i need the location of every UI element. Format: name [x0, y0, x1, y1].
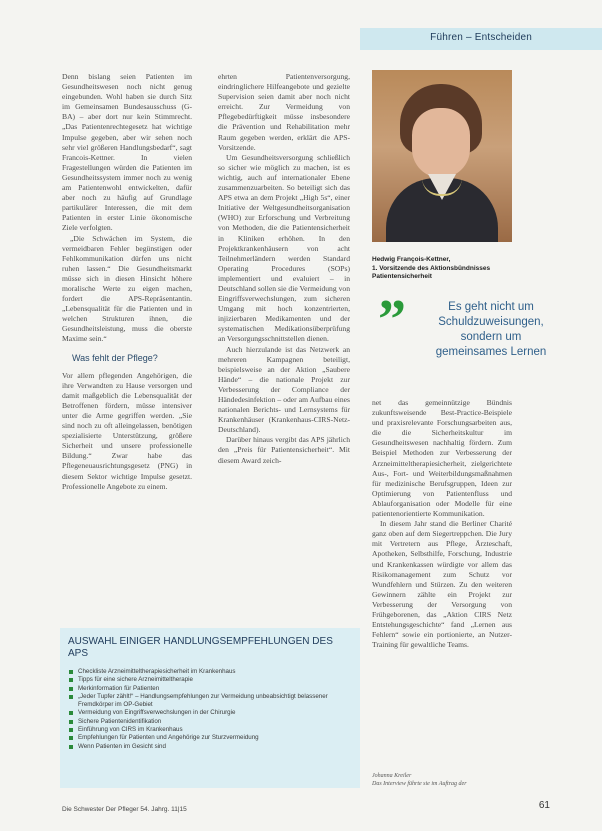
list-item: Checkliste Arzneimitteltherapiesicherheit im Krankenhaus	[68, 668, 353, 676]
box-title: AUSWAHL EINIGER HANDLUNGSEMPFEHLUNGEN DES APS	[68, 636, 333, 659]
list-item: Tipps für eine sichere Arzneimitteltherapie	[68, 676, 353, 684]
quote-mark-icon: ”	[378, 289, 406, 351]
caption-name: Hedwig François-Kettner,	[372, 256, 451, 263]
list-item: Sichere Patientenidentifikation	[68, 718, 353, 726]
paragraph: Denn bislang seien Patienten im Gesundheitswesen noch nicht genug eingebunden. Wohl haben sie durch Sitz im Gemeinsamen Bundesausschuss (G-BA) – aber dort nur kein Stimmrecht. „Das Patientenrechtegesetz hat wichtige Impulse gegeben, aber wir sehen noch sehr viel größeren Handlungsbedarf“, sagt Francois-Kettner. In vielen Fragestellungen würden die Patienten im Gesundheitssystem immer noch zu wenig am Patientenwohl entwickelten, dafür aber noch zu häufig auf Grundlage partikulärer Interessen, die mit dem Patienten in erster Linie ökonomische Ziele verfolgten.	[62, 72, 192, 233]
portrait-face	[412, 108, 470, 178]
paragraph: Vor allem pflegenden Angehörigen, die ihre Verwandten zu Hause versorgen und damit maßgeblich die Lebensqualität der Betroffenen fördern, müsse intensiver unter die Arme gegriffen werden. „Sie sind noch zu oft alleingelassen, benötigen spezialisierte Unterstützung, größere Sicherheit und unsere professionelle Bildung.“ Zwar habe das Pflegeneuausrichtungsgesetz (PNG) in diesem Sektor wichtige Impulse gesetzt. Professionelle Angebote zu einem.	[62, 370, 192, 491]
list-item: Vermeidung von Eingriffsverwechslungen in der Chirurgie	[68, 709, 353, 717]
list-item: Merkinformation für Patienten	[68, 685, 353, 693]
column-2	[218, 72, 350, 466]
list-item: Wenn Patienten im Gesicht sind	[68, 743, 353, 751]
paragraph: Darüber hinaus vergibt das APS jährlich den „Preis für Patientensicherheit“. Mit diesem Award zeich-	[218, 435, 350, 465]
recommendations-list	[68, 668, 353, 751]
author-signature	[372, 772, 512, 788]
list-item: Einführung von CIRS im Krankenhaus	[68, 726, 353, 734]
paragraph: Um Gesundheitsversorgung schließlich so sicher wie möglich zu machen, ist es wichtig, auch auf internationaler Ebene zusammenzuarbeiten. So beteiligt sich das APS etwa an dem Projekt „High 5s“, einer Initiative der Weltgesundheitsorganisation (WHO) zur Erforschung und Verbreitung von Methoden, die die Patientensicherheit in Kliniken erhöhen. In den Projektkrankenhäusern von acht Teilnehmerländern werden Standard Operating Procedures (SOPs) implementiert und evaluiert – in Deutschland sollen sie die Vermeidung von Eingriffsverwechslungen, zum sicheren Umgang mit hoch konzentrierten, injizierbaren Medikamenten und der systematischen Medikationsüberprüfung an Versorgungsschnittstellen dienen.	[218, 152, 350, 344]
column-3	[372, 398, 512, 650]
caption-role: 1. Vorsitzende des Aktionsbündnisses Patientensicherheit	[372, 264, 491, 280]
footer-text: Die Schwester Der Pfleger 54. Jahrg. 11|15	[62, 806, 187, 813]
author-note: Das Interview führte sie im Auftrag der	[372, 781, 467, 787]
portrait-photo	[372, 70, 512, 242]
author-name: Johanna Kreiler	[372, 773, 412, 779]
paragraph: „Die Schwächen im System, die vermeidbaren Fehler begünstigen oder Fehlkommunikation dürfen uns nicht ruhen lassen.“ Die Gesundheitsmarkt müsse sich in diesen Hinsicht höhere moralische Werte zu eigen machen, fordert die APS-Repräsentantin. „Lebensqualität für die Patienten und in welchen Strukturen ihnen, die Gesundheitsleistung, muss die oberste Maxime sein.“	[62, 233, 192, 344]
column-1	[62, 72, 192, 492]
pull-quote: Es geht nicht um Schuldzuweisungen, sondern um gemeinsames Lernen	[435, 301, 547, 358]
page-number: 61	[538, 800, 550, 811]
list-item: „Jeder Tupfer zählt!“ – Handlungsempfehlungen zur Vermeidung unbeabsichtigt belassener Fremdkörper im OP-Gebiet	[68, 693, 353, 710]
subheading: Was fehlt der Pflege?	[72, 352, 158, 363]
paragraph: Auch hierzulande ist das Netzwerk an mehreren Kampagnen beteiligt, beispielsweise an der Aktion „Saubere Hände“ – die nationale Projekt zur Verbesserung der Compliance der Händedesinfektion – oder am Aufbau eines nationalen Berichts- und Lernsystems für Krankenhäuser (Krankenhaus-CIRS-Netz-Deutschland).	[218, 344, 350, 435]
photo-caption	[372, 256, 517, 282]
paragraph: net das gemeinnützige Bündnis zukunftsweisende Best-Practice-Beispiele und praxisrelevante Forschungsarbeiten aus, die die Sicherheitskultur im Gesundheitswesen nachhaltig fördern. Zum Beispiel Methoden zur Verbesserung der Arzneimitteltherapiesicherheit, zielgerichtete Aus-, Fort- und Weiterbildungsmaßnahmen für medizinische Berufsgruppen, Ideen zur Optimierung von Patientenfluss und Ablauforganisation oder Modelle für eine patientenorientierte Kommunikation.	[372, 398, 512, 519]
paragraph: ehrten Patientenversorgung, eindringlichere Hilfeangebote und gezielte Supervision seien damit aber noch nicht erreicht. Zur Vermeidung von Pflegebedürftigkeit müsse insbesondere die Prävention und Rehabilitation mehr Raum gegeben werden, erklärt die APS-Vorsitzende.	[218, 72, 350, 152]
list-item: Empfehlungen für Patienten und Angehörige zur Sturzvermeidung	[68, 734, 353, 742]
paragraph: In diesem Jahr stand die Berliner Charité ganz oben auf dem Siegertreppchen. Die Jury mit Vertretern aus Pflege, Ärzteschaft, Apotheken, Selbsthilfe, Forschung, Industrie und Krankenkassen würdigte vor allem das Risikomanagement zum Schutz vor Wundfehlern und Stürzen. Zu den weiteren Gewinnern zählte ein Projekt zur Verbesserung der Versorgung von Frühgeborenen, das „Aktion CIRS Netz Entstehungsgeschichte“ fand „Lernen aus Fehlern“ sowie ein portionierte, an Nutzer-Training für gewaltliche Teams.	[372, 519, 512, 650]
recommendations-box	[60, 628, 360, 788]
section-title: Führen – Entscheiden	[430, 32, 532, 43]
